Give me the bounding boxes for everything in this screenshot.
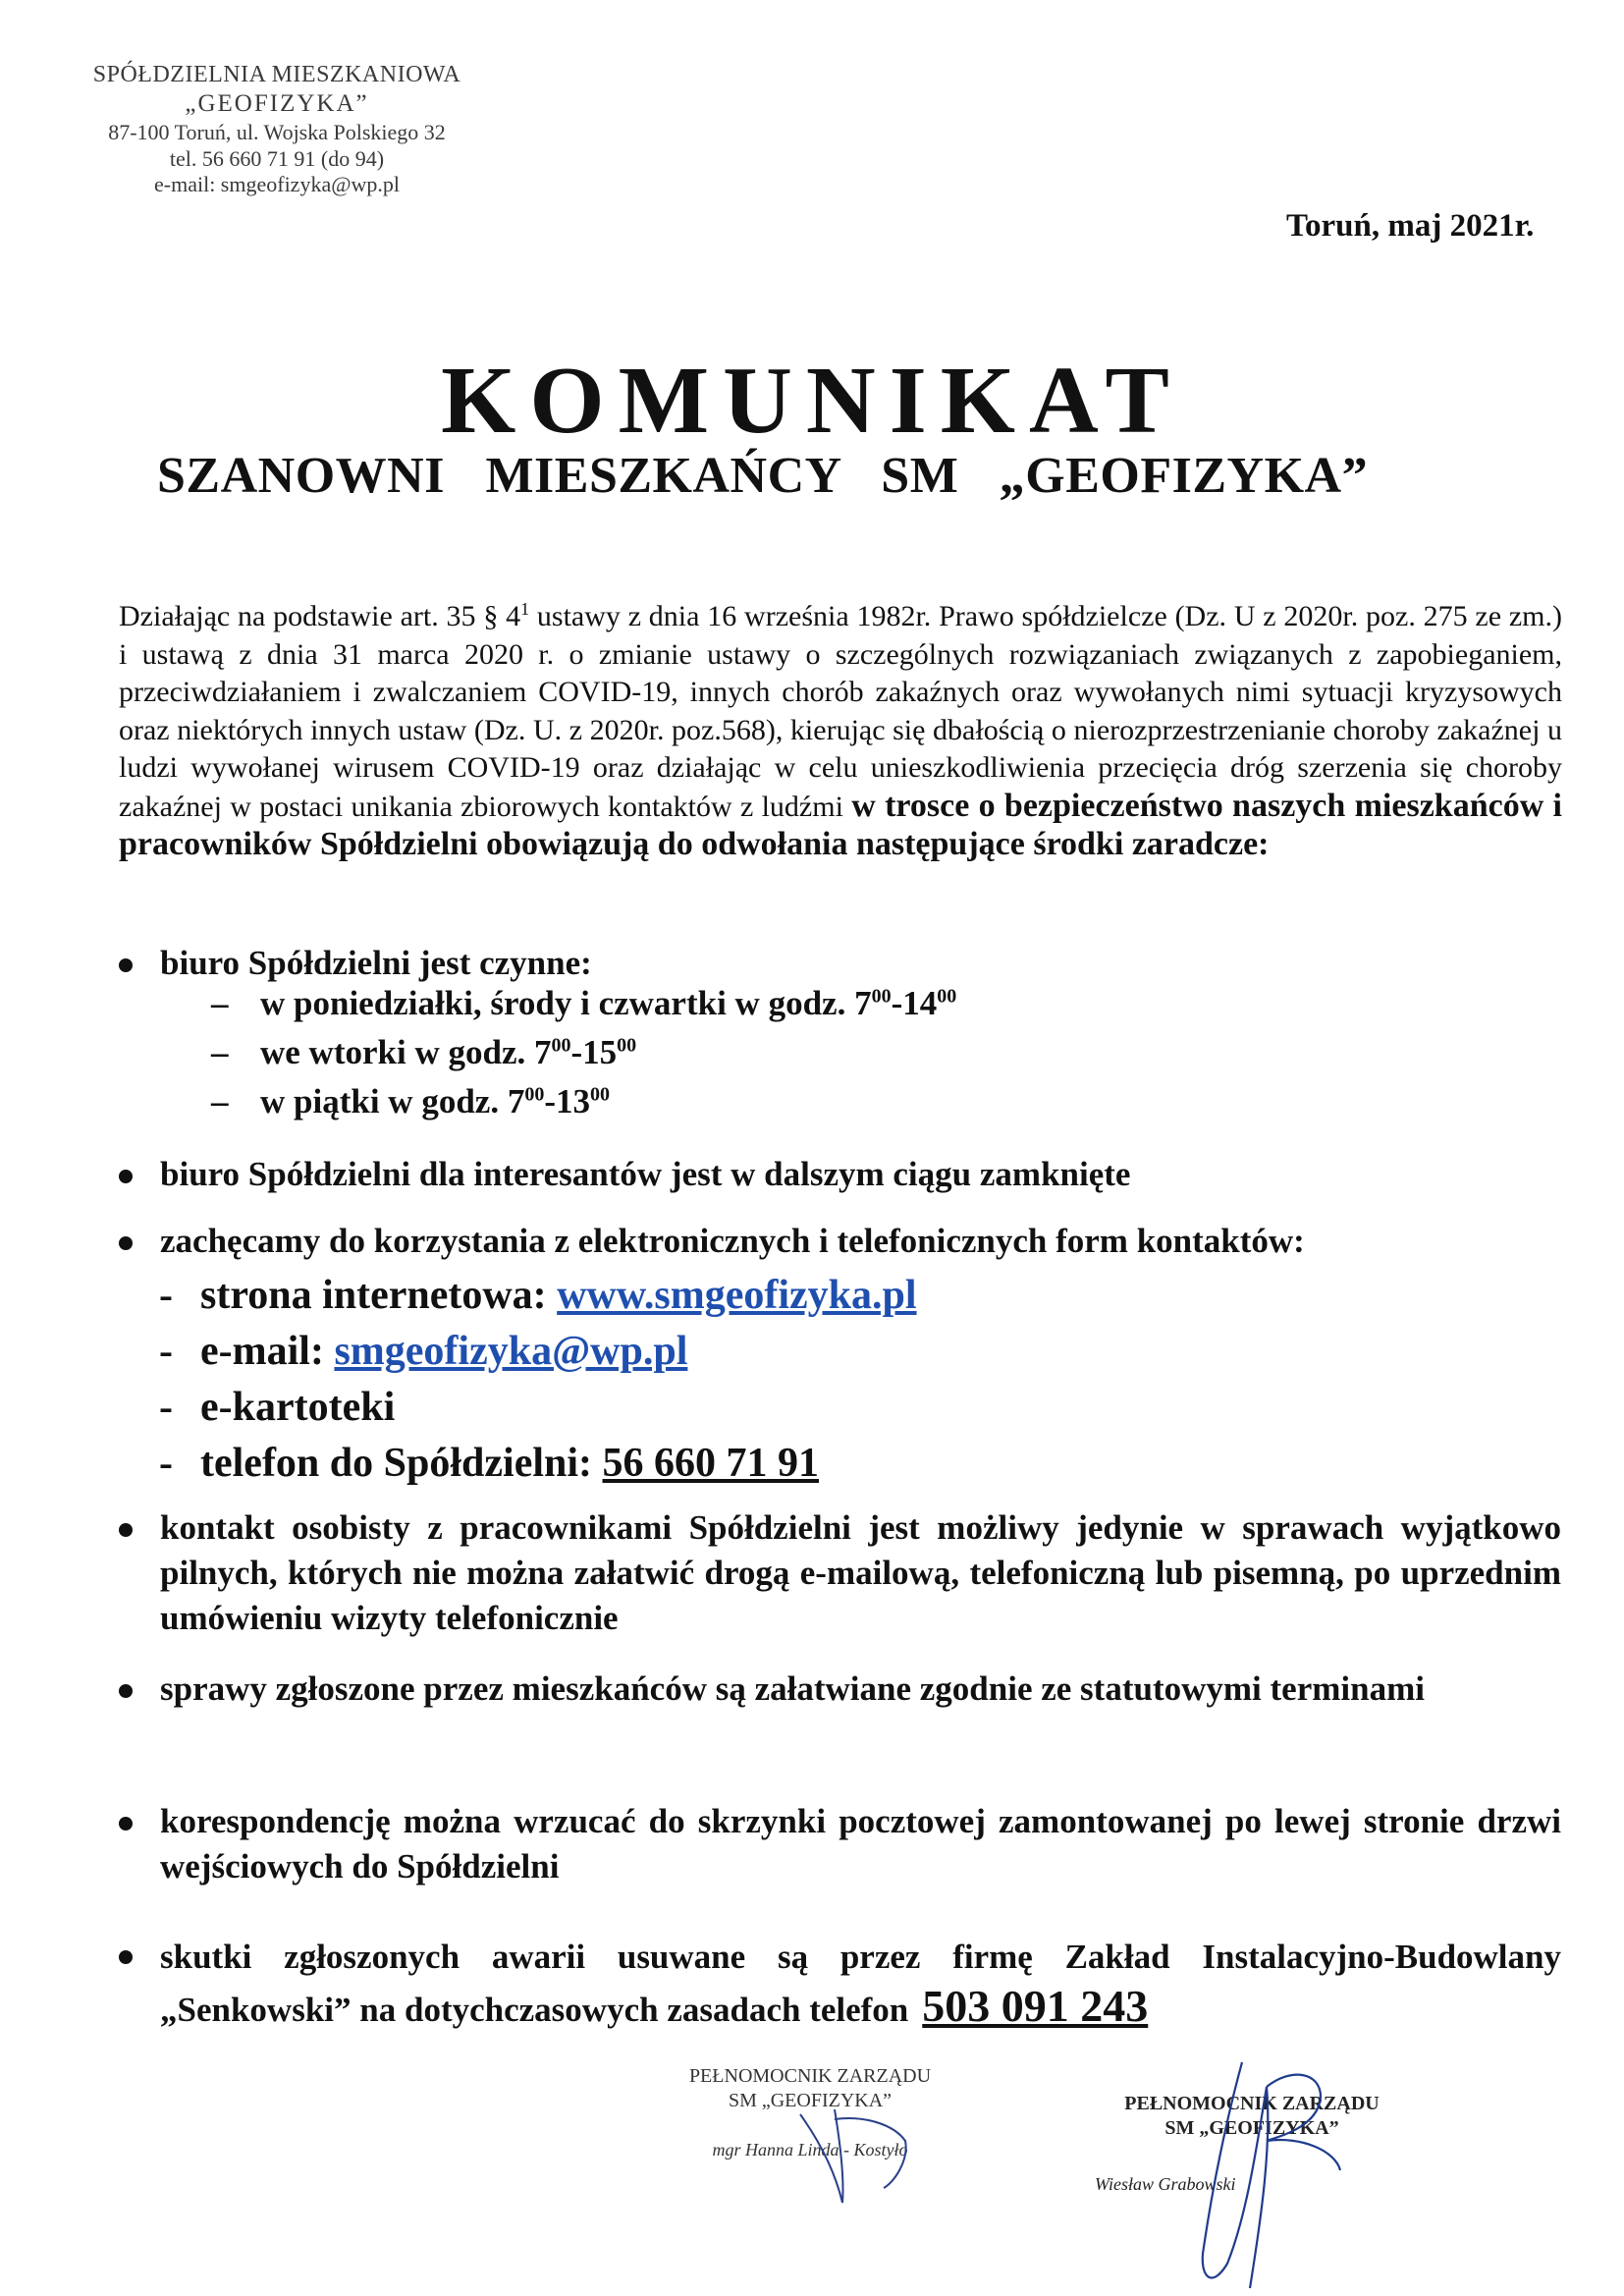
dash-icon: - [159,1385,173,1430]
bullet-icon [119,1681,138,1701]
intro-superscript: 1 [520,599,530,619]
personal-contact-notice: kontakt osobisty z pracownikami Spółdzielni jest możliwy jedynie w sprawach wyjątkowo pilnych, których nie można załatwić drogą e-mailową, telefoniczną lub pisemną, po uprzednim umówieniu wizyty telefonicznie [160,1508,1561,1637]
email-label: e-mail: [200,1329,335,1374]
intro-text-2: ustawy z dnia 16 września 1982r. Prawo spółdzielcze (Dz. U z 2020r. poz. 275 ze zm.) i ustawą z dnia 31 marca 2020 r. o zmianie ustawy o szczególnych rozwiązaniach związanych z zapobieganiem, przeciwdziałaniem i zwalczaniem COVID-19, innych chorób zakaźnych oraz wywołanych nimi sytuacji kryzysowych oraz niektórych innych ustaw (Dz. U. z 2020r. poz.568), kierując się dbałością o nierozprzestrzenianie choroby zakaźnej u ludzi wywołanej wirusem COVID-19 oraz działając w celu unieszkodliwienia przecięcia dróg szerzenia się choroby zakaźnej w postaci unikania zbiorowych kontaktów z ludźmi [119,600,1563,823]
intro-text-1: Działając na podstawie art. 35 § 4 [119,600,521,632]
contact-heading: zachęcamy do korzystania z elektronicznych i telefonicznych form kontaktów: [160,1222,1305,1260]
bullet-icon [119,1167,138,1186]
matters-notice: sprawy zgłoszone przez mieszkańców są załatwiane zgodnie ze statutowymi terminami [160,1669,1425,1708]
signature-1-name: mgr Hanna Linda - Kostyło [712,2140,908,2159]
signature-2-name: Wiesław Grabowski [1095,2174,1236,2194]
dash-icon: - [159,1329,173,1374]
signature-2-role: PEŁNOMOCNIK ZARZĄDU [1124,2093,1380,2114]
office-hours-heading: biuro Spółdzielni jest czynne: [160,944,592,982]
intro-paragraph [119,590,1562,865]
coop-short-name: „GEOFIZYKA” [185,90,369,118]
coop-email: e-mail: smgeofizyka@wp.pl [154,172,400,197]
signature-2-org: SM „GEOFIZYKA” [1164,2117,1339,2139]
dash-icon: - [159,1273,173,1318]
dash-icon: – [211,1033,229,1071]
document-title: KOMUNIKAT [441,348,1183,454]
bullet-icon [119,1520,138,1540]
website-link[interactable]: www.smgeofizyka.pl [557,1273,917,1318]
closed-notice: biuro Spółdzielni dla interesantów jest w dalszym ciągu zamknięte [160,1155,1131,1193]
dash-icon: – [211,1082,229,1121]
mail-notice: korespondencję można wrzucać do skrzynki pocztowej zamontowanej po lewej stronie drzwi wejściowych do Spółdzielni [160,1802,1561,1886]
signature-1-scribble [785,2080,923,2208]
dash-icon: – [211,984,229,1022]
phone-label: telefon do Spółdzielni: [200,1441,603,1486]
signature-1-org: SM „GEOFIZYKA” [728,2090,893,2111]
dash-icon: - [159,1441,173,1486]
signature-1-role: PEŁNOMOCNIK ZARZĄDU [688,2065,932,2087]
bullet-icon [119,956,138,975]
coop-address: 87-100 Toruń, ul. Wojska Polskiego 32 [108,119,446,144]
bullet-icon [119,1814,138,1833]
email-link[interactable]: smgeofizyka@wp.pl [334,1329,688,1374]
document-subtitle: SZANOWNI MIESZKAŃCY SM „GEOFIZYKA” [157,448,1369,504]
letterhead-stamp [90,61,463,198]
failures-text: skutki zgłoszonych awarii usuwane są przez firmę Zakład Instalacyjno-Budowlany „Senkowski” na dotychczasowych zasadach telefon [160,1938,1561,2029]
bullet-icon [119,1233,138,1253]
document-date: Toruń, maj 2021r. [1286,208,1535,244]
website-label: strona internetowa: [200,1273,558,1318]
failures-notice [160,1933,1561,2035]
bullet-icon [119,1947,138,1967]
phone-number: 56 660 71 91 [602,1441,820,1486]
coop-phone: tel. 56 660 71 91 (do 94) [169,145,385,171]
signature-2-scribble [1173,2057,1360,2296]
intro-bold-text: w trosce o bezpieczeństwo naszych mieszkańców i pracowników Spółdzielni obowiązują do odwołania następujące środki zaradcze: [119,787,1562,862]
ekartoteki-label: e-kartoteki [200,1385,396,1430]
failures-phone: 503 091 243 [922,1981,1149,2031]
coop-name: SPÓŁDZIELNIA MIESZKANIOWA [92,62,461,87]
